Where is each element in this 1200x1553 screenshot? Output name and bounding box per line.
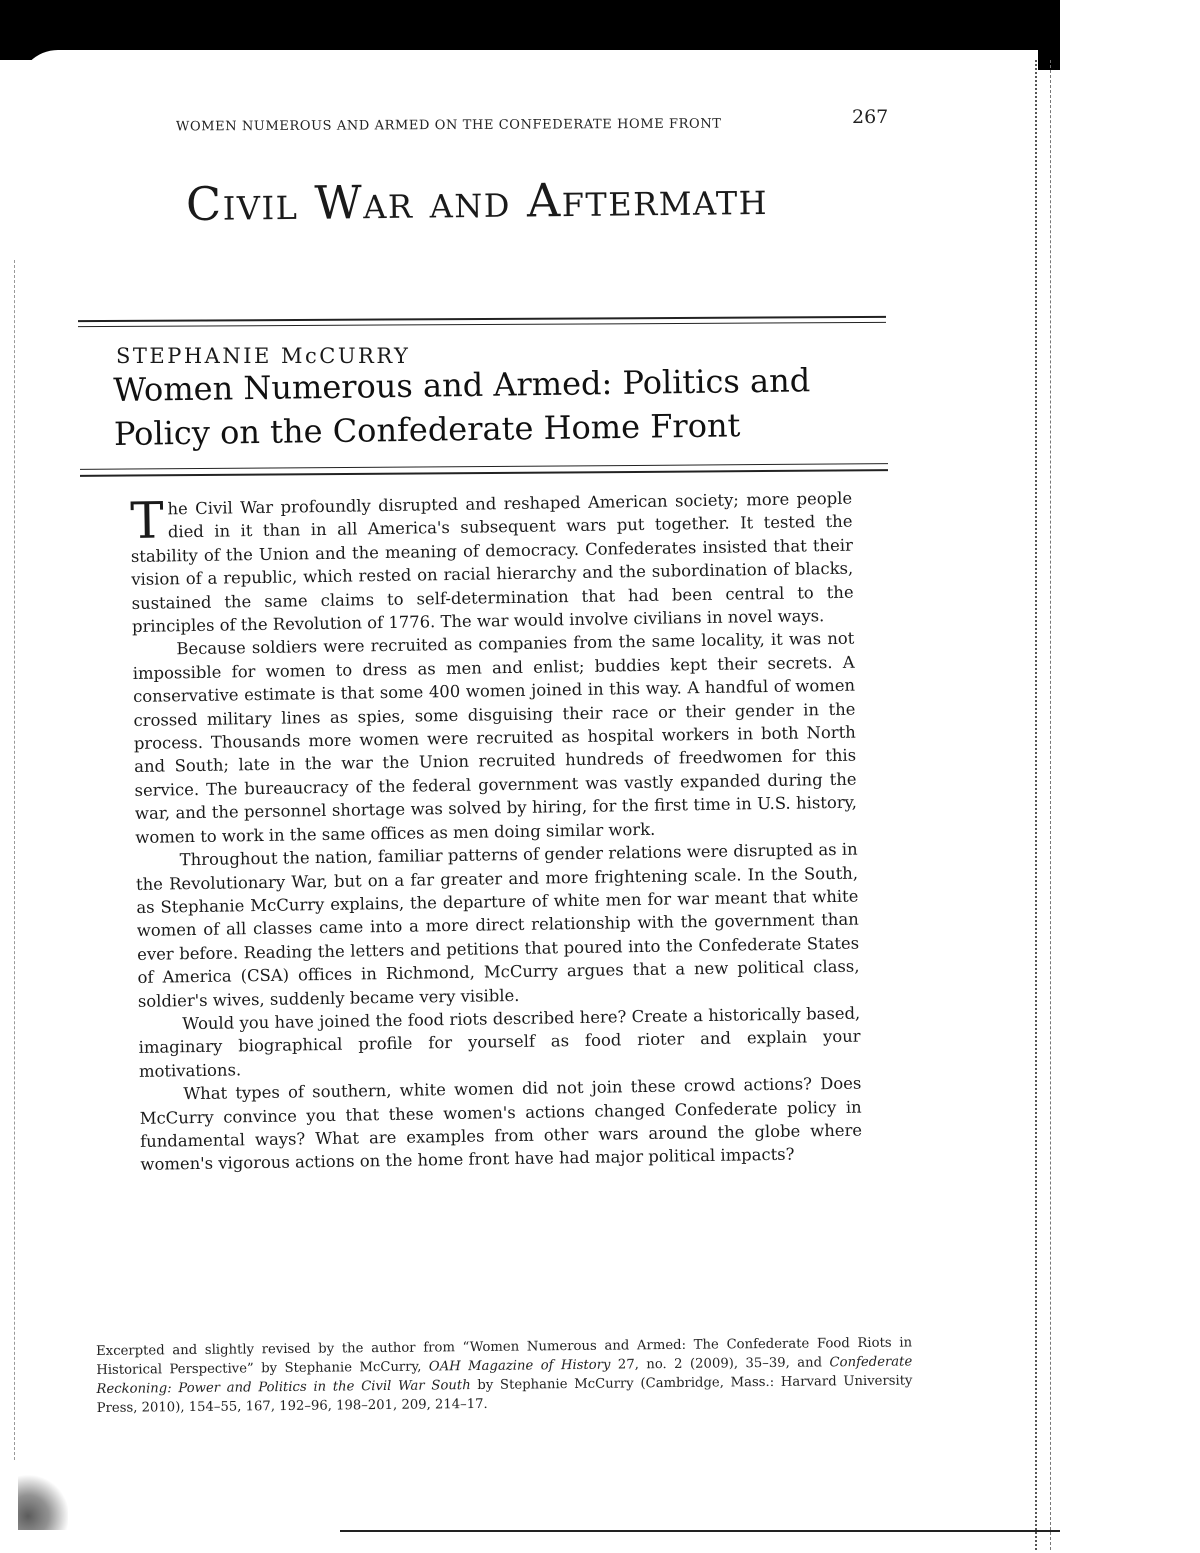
scan-bottom-line [340, 1530, 1060, 1532]
running-head: WOMEN NUMEROUS AND ARMED ON THE CONFEDERATE HOME FRONT [175, 116, 722, 135]
article-body [130, 487, 863, 1177]
article-title: Women Numerous and Armed: Politics and Policy on the Confederate Home Front [113, 361, 811, 453]
paragraph: Throughout the nation, familiar patterns of gender relations were disrupted as in the Revolutionary War, but on a far greater and more frightening scale. In the South, as Stephanie McCurry explains, the departure of white men for war meant that white women of all classes came into a more direct relationship with the government than ever before. Reading the letters and petitions that poured into the Confederate States of America (CSA) offices in Richmond, McCurry argues that a new political class, soldier's wives, suddenly became very visible. [135, 839, 860, 1011]
footnote-text: Excerpted and slightly revised by the author from “Women Numerous and Armed: The Confederate Food Riots in Historical Perspective” by Stephanie McCurry, [96, 1335, 913, 1378]
footnote-book: Confederate Reckoning: Power and Politics in the Civil War South [96, 1354, 913, 1397]
part-title: Civil War and Aftermath [185, 170, 769, 232]
paragraph: Would you have joined the food riots described here? Create a historically based, imaginary biographical profile for yourself as food rioter and explain your motivations. [138, 1003, 861, 1081]
paragraph: Because soldiers were recruited as companies from the same locality, it was not impossible for women to dress as men and enlist; buddies kept their secrets. A conservative estimate is that some 400 women joined in this way. A handful of women crossed military lines as spies, some disguising their race or their gender in the process. Thousands more women were recruited as hospital workers in both North and South; late in the war the Union recruited hundreds of freedwomen for this service. The bureaucracy of the federal government was vastly expanded during the war, and the personnel shortage was solved by hiring, for the first time in U.S. history, women to work in the same offices as men doing similar work. [132, 629, 858, 847]
footnote-text: by Stephanie McCurry (Cambridge, Mass.: Harvard University Press, 2010), 154–55, 167, 192–96, 198–201, 209, 214–17. [96, 1373, 913, 1416]
paragraph-text: he Civil War profoundly disrupted and reshaped American society; more people died in it than in all America's subsequent wars put together. It tested the stability of the Union and the meaning of democracy. Confederates insisted that their vision of a republic, which rested on racial hierarchy and the subordination of blacks, sustained the same claims to self-determination that had been central to the principles of the Revolution of 1776. The war would involve civilians in novel ways. [130, 488, 854, 637]
paragraph: What types of southern, white women did not join these crowd actions? Does McCurry convince you that these women's actions changed Confederate policy in fundamental ways? What are examples from other wars around the globe where women's vigorous actions on the home front have had major political impacts? [139, 1073, 863, 1175]
scan-edge-right-inner [1050, 60, 1052, 1550]
source-footnote [96, 1333, 913, 1418]
page-number: 267 [852, 106, 889, 128]
scan-edge-left [14, 260, 16, 1460]
paragraph [130, 487, 854, 639]
author-name: STEPHANIE McCURRY [116, 344, 411, 368]
footnote-text: 27, no. 2 (2009), 35–39, and [610, 1355, 830, 1373]
drop-cap: T [129, 491, 165, 550]
scan-smudge [18, 1460, 68, 1530]
footnote-journal: OAH Magazine of History [428, 1357, 611, 1375]
